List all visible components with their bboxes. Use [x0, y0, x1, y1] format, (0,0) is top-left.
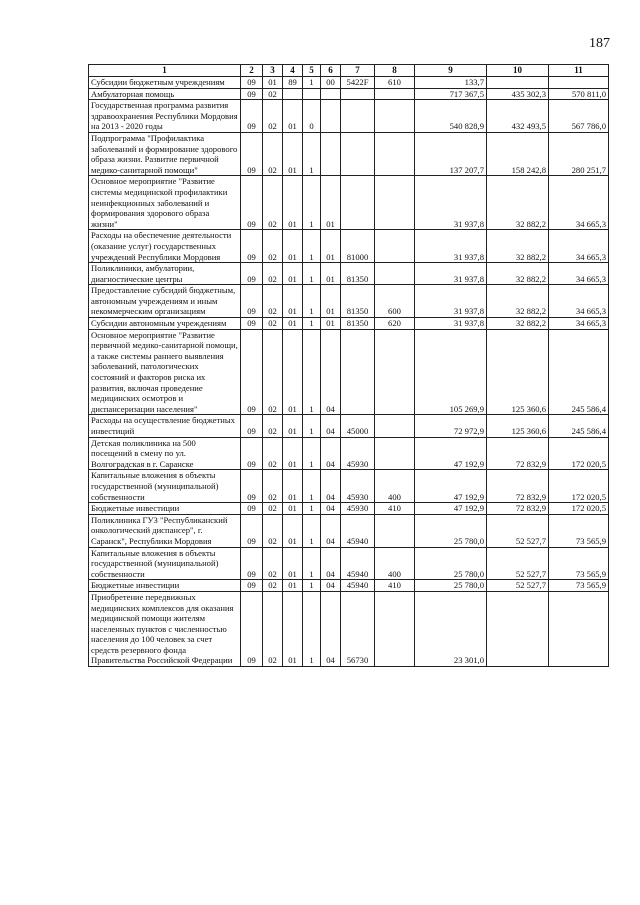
code-section-cell: 09 [241, 514, 263, 547]
amount-col10-cell: 435 302,3 [487, 88, 549, 100]
amount-col11-cell: 34 665,3 [549, 230, 609, 263]
code-section-cell: 09 [241, 263, 263, 285]
code-program-cell: 01 [283, 263, 303, 285]
code-subprogram-cell [303, 88, 321, 100]
code-activity-cell: 01 [321, 263, 341, 285]
code-expense-type-cell [375, 132, 415, 175]
code-subsection-cell: 02 [263, 263, 283, 285]
item-name-cell: Капитальные вложения в объекты государственной (муниципальной) собственности [89, 547, 241, 580]
table-row [89, 580, 609, 592]
table-row [89, 514, 609, 547]
code-subprogram-cell: 1 [303, 415, 321, 437]
code-activity-cell: 04 [321, 470, 341, 503]
code-activity-cell: 04 [321, 591, 341, 666]
code-expense-type-cell [375, 176, 415, 230]
code-program-cell: 01 [283, 503, 303, 515]
code-program-cell: 01 [283, 470, 303, 503]
code-direction-cell: 45000 [341, 415, 375, 437]
table-row [89, 318, 609, 330]
code-subsection-cell: 02 [263, 470, 283, 503]
amount-col11-cell: 34 665,3 [549, 285, 609, 318]
column-header: 8 [375, 65, 415, 77]
code-subprogram-cell: 1 [303, 176, 321, 230]
code-program-cell: 01 [283, 230, 303, 263]
amount-col10-cell [487, 591, 549, 666]
code-section-cell: 09 [241, 77, 263, 89]
amount-col10-cell: 32 882,2 [487, 263, 549, 285]
column-header: 5 [303, 65, 321, 77]
code-direction-cell: 5422F [341, 77, 375, 89]
code-direction-cell [341, 132, 375, 175]
amount-col11-cell: 73 565,9 [549, 514, 609, 547]
code-activity-cell: 04 [321, 503, 341, 515]
code-subprogram-cell: 1 [303, 230, 321, 263]
amount-col11-cell: 73 565,9 [549, 580, 609, 592]
column-header: 10 [487, 65, 549, 77]
table-row [89, 470, 609, 503]
code-subsection-cell: 02 [263, 547, 283, 580]
code-subsection-cell: 02 [263, 437, 283, 470]
code-expense-type-cell [375, 415, 415, 437]
code-subsection-cell: 02 [263, 132, 283, 175]
code-activity-cell: 04 [321, 547, 341, 580]
code-section-cell: 09 [241, 285, 263, 318]
code-program-cell: 01 [283, 547, 303, 580]
amount-col10-cell: 432 493,5 [487, 100, 549, 133]
code-subsection-cell: 02 [263, 285, 283, 318]
item-name-cell: Расходы на осуществление бюджетных инвестиций [89, 415, 241, 437]
code-subsection-cell: 02 [263, 88, 283, 100]
code-section-cell: 09 [241, 176, 263, 230]
amount-col10-cell: 72 832,9 [487, 470, 549, 503]
code-direction-cell: 81000 [341, 230, 375, 263]
amount-col9-cell: 540 828,9 [415, 100, 487, 133]
amount-col10-cell: 32 882,2 [487, 318, 549, 330]
table-body [89, 77, 609, 667]
code-subsection-cell: 02 [263, 415, 283, 437]
code-expense-type-cell [375, 514, 415, 547]
amount-col11-cell [549, 77, 609, 89]
table-row [89, 591, 609, 666]
code-activity-cell: 00 [321, 77, 341, 89]
amount-col10-cell: 32 882,2 [487, 230, 549, 263]
code-program-cell [283, 88, 303, 100]
code-direction-cell [341, 88, 375, 100]
code-program-cell: 01 [283, 132, 303, 175]
code-activity-cell: 04 [321, 437, 341, 470]
code-section-cell: 09 [241, 318, 263, 330]
code-expense-type-cell: 610 [375, 77, 415, 89]
amount-col9-cell: 717 367,5 [415, 88, 487, 100]
amount-col11-cell: 34 665,3 [549, 263, 609, 285]
amount-col9-cell: 25 780,0 [415, 547, 487, 580]
amount-col9-cell: 47 192,9 [415, 470, 487, 503]
amount-col10-cell: 52 527,7 [487, 514, 549, 547]
column-header: 1 [89, 65, 241, 77]
item-name-cell: Субсидии автономным учреждениям [89, 318, 241, 330]
code-direction-cell: 45930 [341, 503, 375, 515]
table-row [89, 415, 609, 437]
code-subprogram-cell: 1 [303, 591, 321, 666]
code-program-cell: 01 [283, 580, 303, 592]
code-program-cell: 01 [283, 285, 303, 318]
code-direction-cell: 45940 [341, 580, 375, 592]
amount-col11-cell: 567 786,0 [549, 100, 609, 133]
code-direction-cell: 45930 [341, 470, 375, 503]
code-expense-type-cell: 410 [375, 580, 415, 592]
code-activity-cell: 01 [321, 318, 341, 330]
amount-col11-cell [549, 591, 609, 666]
code-subprogram-cell: 1 [303, 547, 321, 580]
code-activity-cell: 01 [321, 230, 341, 263]
code-subprogram-cell: 1 [303, 77, 321, 89]
amount-col10-cell: 125 360,6 [487, 329, 549, 415]
amount-col11-cell: 245 586,4 [549, 329, 609, 415]
code-expense-type-cell [375, 437, 415, 470]
amount-col9-cell: 23 301,0 [415, 591, 487, 666]
code-direction-cell: 45930 [341, 437, 375, 470]
amount-col9-cell: 31 937,8 [415, 318, 487, 330]
code-activity-cell: 01 [321, 176, 341, 230]
code-program-cell: 89 [283, 77, 303, 89]
amount-col10-cell: 32 882,2 [487, 176, 549, 230]
code-subprogram-cell: 0 [303, 100, 321, 133]
amount-col11-cell: 280 251,7 [549, 132, 609, 175]
amount-col9-cell: 137 207,7 [415, 132, 487, 175]
code-activity-cell [321, 100, 341, 133]
code-activity-cell: 04 [321, 514, 341, 547]
code-activity-cell: 04 [321, 415, 341, 437]
amount-col9-cell: 105 269,9 [415, 329, 487, 415]
amount-col10-cell [487, 77, 549, 89]
item-name-cell: Расходы на обеспечение деятельности (оказание услуг) государственных учреждений Республики Мордовия [89, 230, 241, 263]
amount-col9-cell: 25 780,0 [415, 514, 487, 547]
amount-col9-cell: 72 972,9 [415, 415, 487, 437]
item-name-cell: Бюджетные инвестиции [89, 503, 241, 515]
code-subsection-cell: 02 [263, 100, 283, 133]
amount-col11-cell: 34 665,3 [549, 176, 609, 230]
code-activity-cell [321, 88, 341, 100]
code-subsection-cell: 01 [263, 77, 283, 89]
code-expense-type-cell [375, 230, 415, 263]
item-name-cell: Амбулаторная помощь [89, 88, 241, 100]
code-direction-cell: 81350 [341, 318, 375, 330]
item-name-cell: Приобретение передвижных медицинских комплексов для оказания медицинской помощи жителям населенных пунктов с численностью населения до 100 человек за счет средств резервного фонда Правительства Российской Федерации [89, 591, 241, 666]
item-name-cell: Бюджетные инвестиции [89, 580, 241, 592]
amount-col9-cell: 31 937,8 [415, 230, 487, 263]
code-program-cell: 01 [283, 176, 303, 230]
code-activity-cell [321, 132, 341, 175]
table-row [89, 437, 609, 470]
header-row [89, 65, 609, 77]
code-subsection-cell: 02 [263, 591, 283, 666]
table-row [89, 285, 609, 318]
budget-table [88, 64, 609, 667]
code-direction-cell [341, 329, 375, 415]
column-header: 2 [241, 65, 263, 77]
table-row [89, 547, 609, 580]
amount-col11-cell: 245 586,4 [549, 415, 609, 437]
item-name-cell: Капитальные вложения в объекты государственной (муниципальной) собственности [89, 470, 241, 503]
code-program-cell: 01 [283, 329, 303, 415]
code-expense-type-cell [375, 329, 415, 415]
item-name-cell: Поликлиника ГУЗ "Республиканский онкологический диспансер", г. Саранск", Республики Мордовия [89, 514, 241, 547]
code-activity-cell: 04 [321, 580, 341, 592]
code-subprogram-cell: 1 [303, 329, 321, 415]
code-expense-type-cell: 410 [375, 503, 415, 515]
code-program-cell: 01 [283, 591, 303, 666]
code-expense-type-cell [375, 88, 415, 100]
code-subprogram-cell: 1 [303, 580, 321, 592]
amount-col11-cell: 570 811,0 [549, 88, 609, 100]
code-direction-cell: 81350 [341, 285, 375, 318]
code-section-cell: 09 [241, 580, 263, 592]
item-name-cell: Подпрограмма "Профилактика заболеваний и формирование здорового образа жизни. Развитие первичной медико-санитарной помощи" [89, 132, 241, 175]
table-row [89, 263, 609, 285]
code-subprogram-cell: 1 [303, 503, 321, 515]
table-row [89, 77, 609, 89]
table-row [89, 176, 609, 230]
amount-col9-cell: 47 192,9 [415, 437, 487, 470]
code-expense-type-cell [375, 100, 415, 133]
code-expense-type-cell: 400 [375, 547, 415, 580]
code-section-cell: 09 [241, 591, 263, 666]
amount-col10-cell: 158 242,8 [487, 132, 549, 175]
amount-col10-cell: 72 832,9 [487, 437, 549, 470]
amount-col11-cell: 172 020,5 [549, 470, 609, 503]
amount-col9-cell: 31 937,8 [415, 263, 487, 285]
table-row [89, 230, 609, 263]
code-subprogram-cell: 1 [303, 318, 321, 330]
code-subprogram-cell: 1 [303, 514, 321, 547]
amount-col11-cell: 172 020,5 [549, 437, 609, 470]
code-section-cell: 09 [241, 547, 263, 580]
column-header: 7 [341, 65, 375, 77]
code-section-cell: 09 [241, 230, 263, 263]
column-header: 6 [321, 65, 341, 77]
code-direction-cell: 56730 [341, 591, 375, 666]
code-subprogram-cell: 1 [303, 132, 321, 175]
code-section-cell: 09 [241, 415, 263, 437]
code-expense-type-cell [375, 591, 415, 666]
code-expense-type-cell [375, 263, 415, 285]
code-subsection-cell: 02 [263, 329, 283, 415]
page-number: 187 [589, 36, 610, 51]
code-direction-cell: 45940 [341, 514, 375, 547]
table-row [89, 132, 609, 175]
amount-col9-cell: 31 937,8 [415, 285, 487, 318]
item-name-cell: Поликлиники, амбулатории, диагностические центры [89, 263, 241, 285]
code-expense-type-cell: 620 [375, 318, 415, 330]
code-subprogram-cell: 1 [303, 285, 321, 318]
amount-col10-cell: 125 360,6 [487, 415, 549, 437]
code-direction-cell: 45940 [341, 547, 375, 580]
code-section-cell: 09 [241, 437, 263, 470]
code-subsection-cell: 02 [263, 230, 283, 263]
code-activity-cell: 04 [321, 329, 341, 415]
code-subprogram-cell: 1 [303, 470, 321, 503]
column-header: 11 [549, 65, 609, 77]
table-row [89, 329, 609, 415]
code-expense-type-cell: 600 [375, 285, 415, 318]
column-header: 9 [415, 65, 487, 77]
item-name-cell: Основное мероприятие "Развитие первичной медико-санитарной помощи, а также системы раннего выявления заболеваний, патологических состояний и факторов риска их развития, включая проведение медицинских осмотров и диспансеризации населения" [89, 329, 241, 415]
code-section-cell: 09 [241, 503, 263, 515]
code-program-cell: 01 [283, 100, 303, 133]
code-section-cell: 09 [241, 88, 263, 100]
amount-col9-cell: 25 780,0 [415, 580, 487, 592]
code-subsection-cell: 02 [263, 514, 283, 547]
code-subprogram-cell: 1 [303, 437, 321, 470]
amount-col10-cell: 32 882,2 [487, 285, 549, 318]
code-program-cell: 01 [283, 437, 303, 470]
amount-col10-cell: 52 527,7 [487, 547, 549, 580]
item-name-cell: Основное мероприятие "Развитие системы медицинской профилактики неинфекционных заболеваний и формирования здорового образа жизни" [89, 176, 241, 230]
item-name-cell: Государственная программа развития здравоохранения Республики Мордовия на 2013 - 2020 годы [89, 100, 241, 133]
code-activity-cell: 01 [321, 285, 341, 318]
code-section-cell: 09 [241, 132, 263, 175]
item-name-cell: Предоставление субсидий бюджетным, автономным учреждениям и иным некоммерческим организациям [89, 285, 241, 318]
amount-col11-cell: 172 020,5 [549, 503, 609, 515]
code-subsection-cell: 02 [263, 318, 283, 330]
amount-col9-cell: 31 937,8 [415, 176, 487, 230]
code-direction-cell [341, 176, 375, 230]
amount-col11-cell: 34 665,3 [549, 318, 609, 330]
code-subsection-cell: 02 [263, 503, 283, 515]
column-header: 4 [283, 65, 303, 77]
code-section-cell: 09 [241, 470, 263, 503]
code-program-cell: 01 [283, 514, 303, 547]
amount-col10-cell: 72 832,9 [487, 503, 549, 515]
code-subprogram-cell: 1 [303, 263, 321, 285]
table-row [89, 503, 609, 515]
amount-col10-cell: 52 527,7 [487, 580, 549, 592]
item-name-cell: Детская поликлиника на 500 посещений в смену по ул. Волгоградская в г. Саранске [89, 437, 241, 470]
code-program-cell: 01 [283, 318, 303, 330]
code-subsection-cell: 02 [263, 580, 283, 592]
item-name-cell: Субсидии бюджетным учреждениям [89, 77, 241, 89]
amount-col11-cell: 73 565,9 [549, 547, 609, 580]
code-program-cell: 01 [283, 415, 303, 437]
code-expense-type-cell: 400 [375, 470, 415, 503]
code-direction-cell: 81350 [341, 263, 375, 285]
table-row [89, 88, 609, 100]
code-section-cell: 09 [241, 100, 263, 133]
amount-col9-cell: 47 192,9 [415, 503, 487, 515]
code-subsection-cell: 02 [263, 176, 283, 230]
column-header: 3 [263, 65, 283, 77]
code-direction-cell [341, 100, 375, 133]
table-row [89, 100, 609, 133]
code-section-cell: 09 [241, 329, 263, 415]
amount-col9-cell: 133,7 [415, 77, 487, 89]
